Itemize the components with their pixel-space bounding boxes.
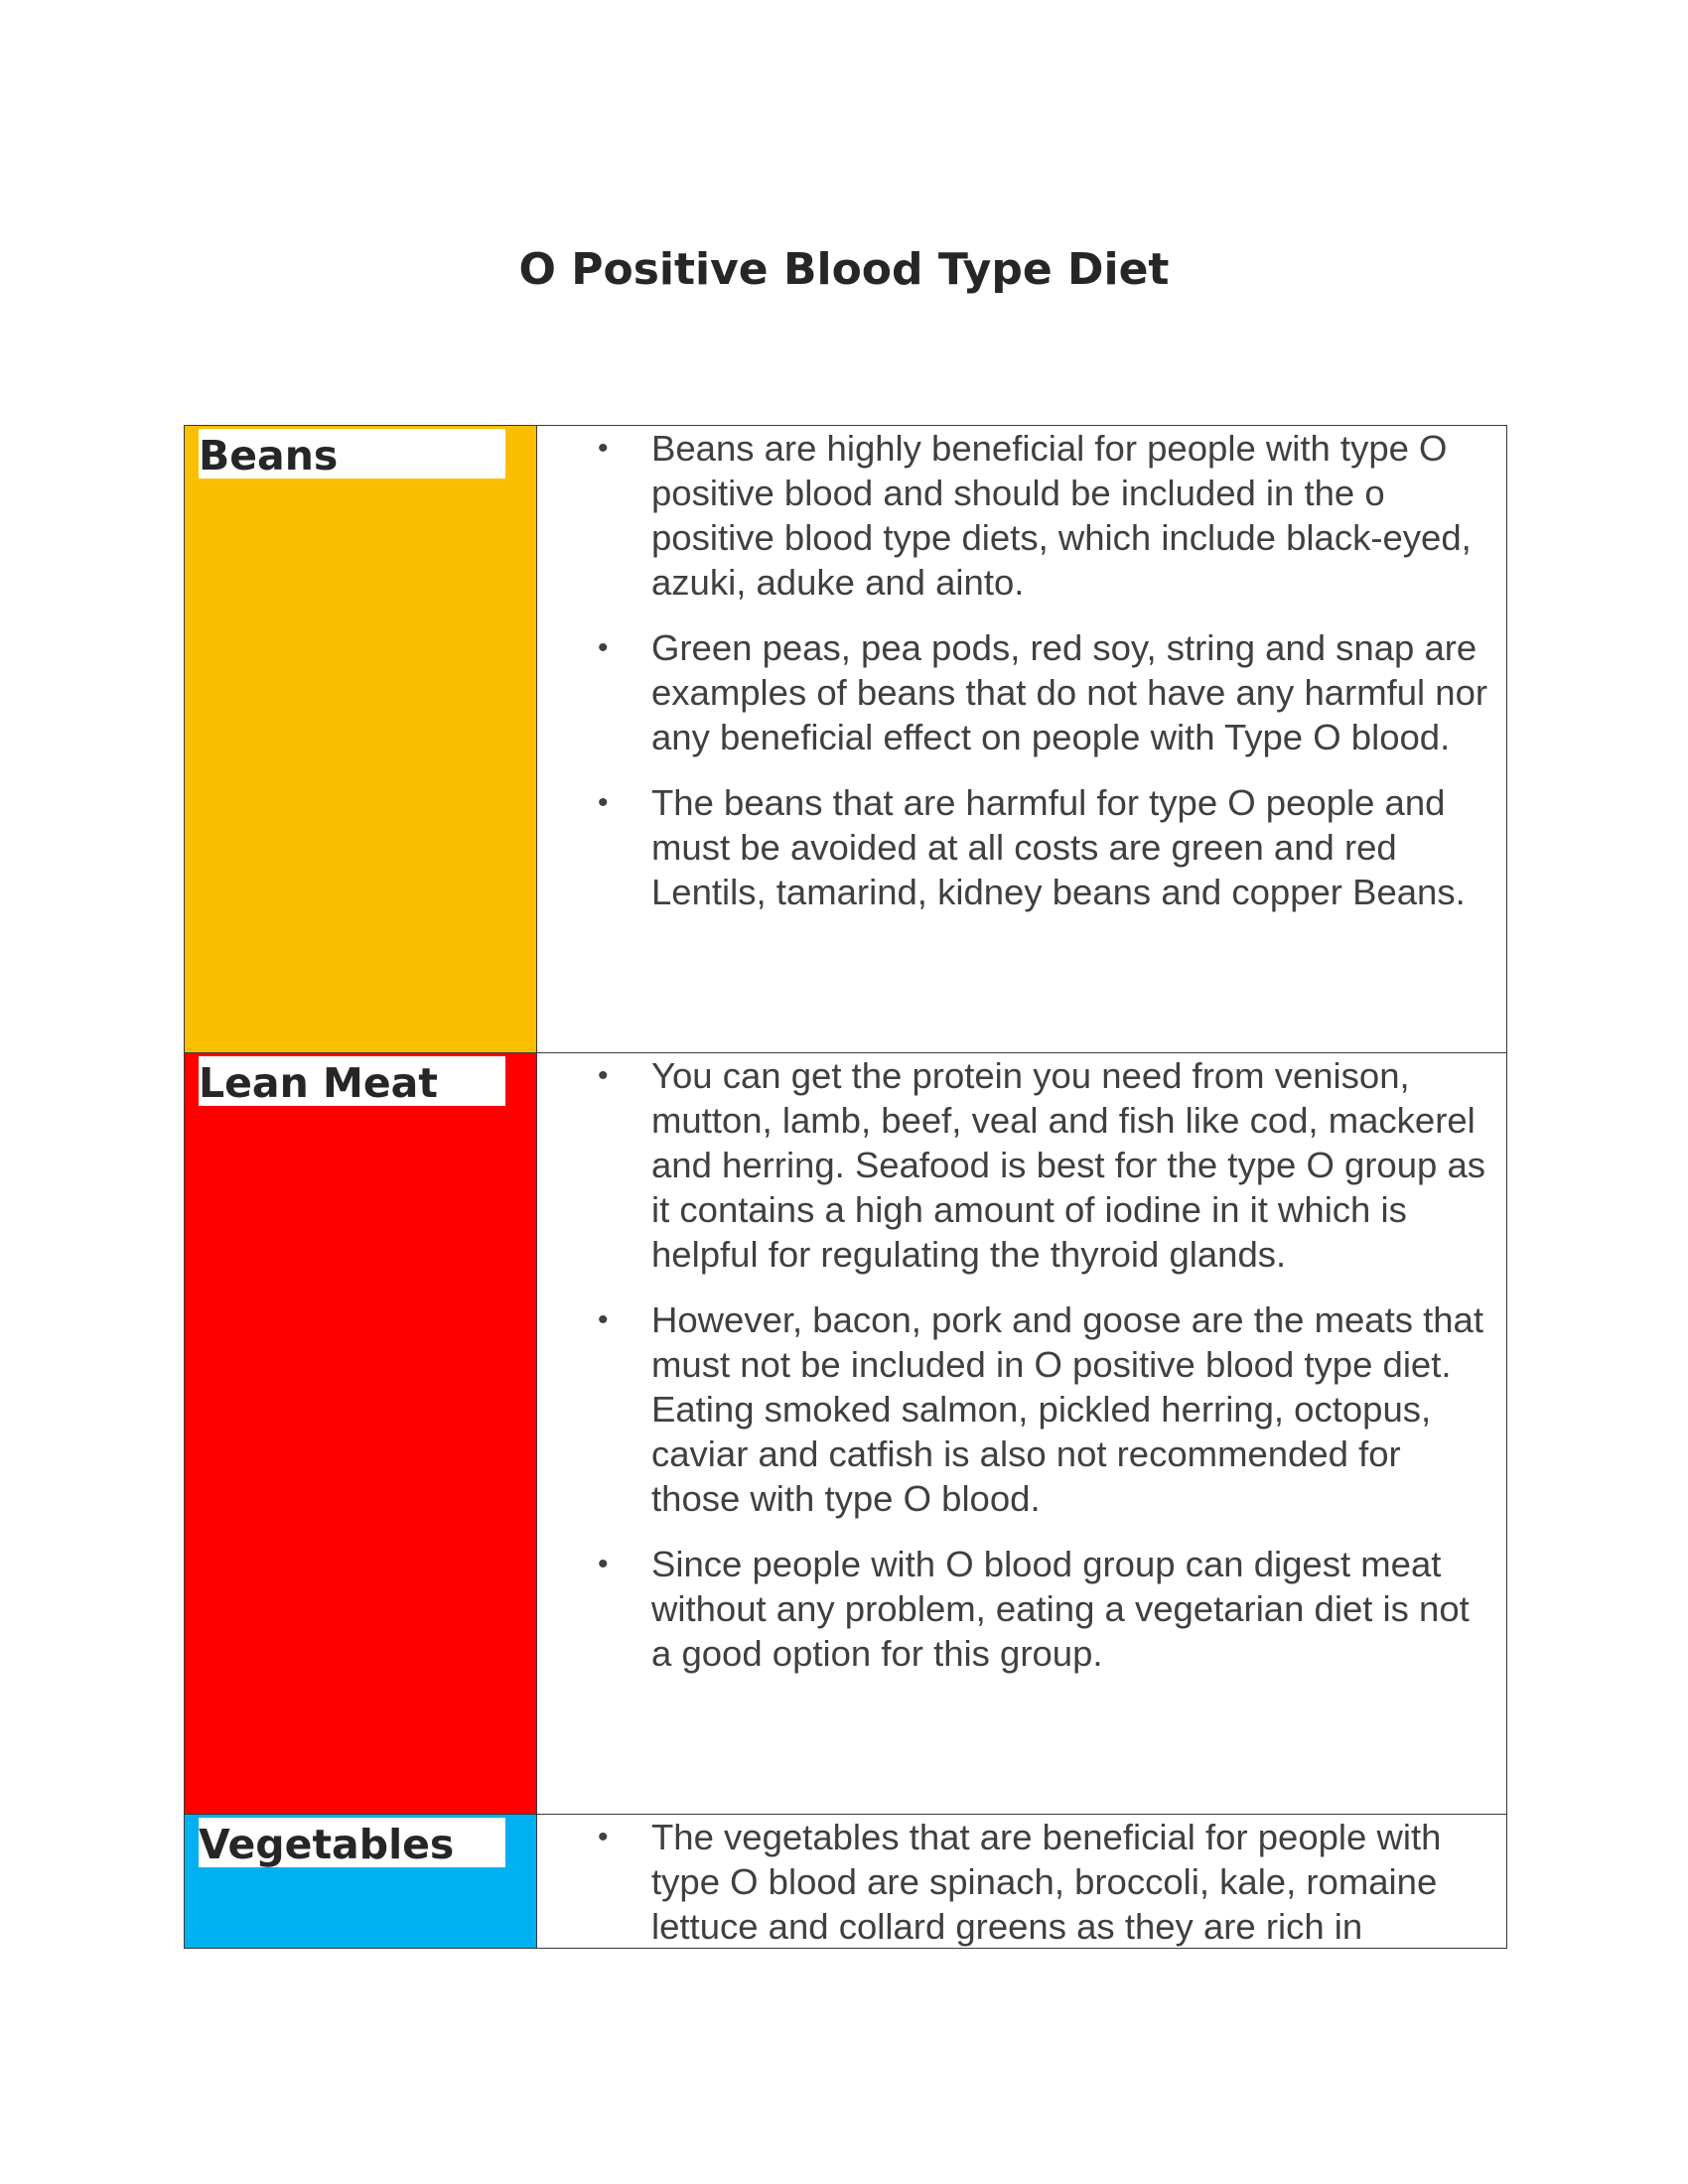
table-row-vegetables [185,1815,1507,1949]
list-item: • Beans are highly beneficial for people with type O positive blood and should be included in the o positive blood type diets, which include black-eyed, azuki, aduke and ainto. [598,428,1472,603]
category-cell-lean-meat [185,1053,537,1815]
bullet-icon: • [598,786,609,819]
bullet-list-vegetables [537,1815,1506,1949]
list-item: • However, bacon, pork and goose are the meats that must not be included in O positive blood type diet. Eating smoked salmon, pickled herring, octopus, caviar and catfish is also not recommended for those with type O blood. [598,1299,1483,1519]
bullet-icon: • [598,432,609,465]
bullet-icon: • [598,631,609,664]
bullet-list-beans [537,426,1506,935]
list-item: • Since people with O blood group can digest meat without any problem, eating a vegetarian diet is not a good option for this group. [598,1544,1470,1674]
bullet-icon: • [598,1548,609,1580]
category-label-beans: Beans [199,429,505,478]
description-cell-lean-meat [537,1053,1507,1815]
list-item: • You can get the protein you need from venison, mutton, lamb, beef, veal and fish like cod, mackerel and herring. Seafood is best for the type O group as it contains a high amount of iodine in it which is helpful for regulating the thyroid glands. [598,1055,1486,1275]
table-row-lean-meat [185,1053,1507,1815]
description-cell-vegetables [537,1815,1507,1949]
list-item: • The beans that are harmful for type O people and must be avoided at all costs are green and red Lentils, tamarind, kidney beans and copper Beans. [598,782,1466,912]
bullet-icon: • [598,1303,609,1336]
bullet-icon: • [598,1059,609,1092]
category-label-lean-meat: Lean Meat [199,1056,505,1106]
table-row-beans [185,426,1507,1053]
description-cell-beans [537,426,1507,1053]
category-cell-vegetables [185,1815,537,1949]
category-cell-beans [185,426,537,1053]
list-item: • Green peas, pea pods, red soy, string and snap are examples of beans that do not have any harmful nor any beneficial effect on people with Type O blood. [598,627,1488,757]
diet-table [184,425,1507,1949]
page-title: O Positive Blood Type Diet [518,244,1170,295]
category-label-vegetables: Vegetables [199,1818,505,1867]
list-item: • The vegetables that are beneficial for people with type O blood are spinach, broccoli, kale, romaine lettuce and collard greens as they are rich in [598,1817,1442,1947]
bullet-list-lean-meat [537,1053,1506,1697]
bullet-icon: • [598,1821,609,1853]
